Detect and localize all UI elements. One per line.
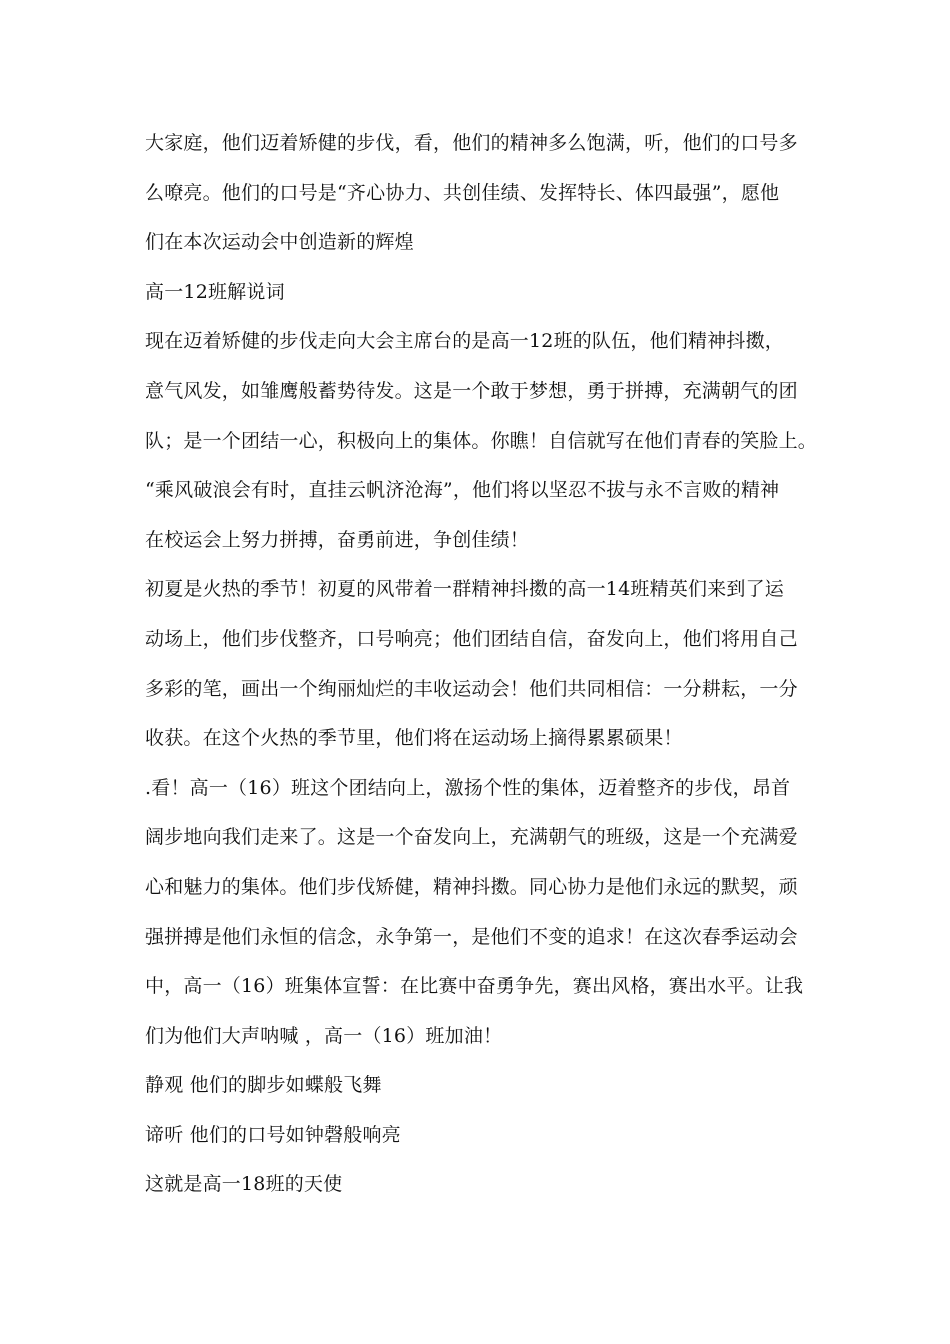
text-line: .看！高一（16）班这个团结向上，激扬个性的集体，迈着整齐的步伐，昂首	[145, 776, 791, 799]
text-line: 强拼搏是他们永恒的信念，永争第一，是他们不变的追求！在这次春季运动会	[145, 925, 798, 948]
text-line: 们为他们大声呐喊 ，高一（16）班加油！	[145, 1024, 503, 1047]
section-heading: 高一12班解说词	[145, 280, 285, 303]
text-line: 谛听 他们的口号如钟磬般响亮	[145, 1123, 401, 1146]
text-line: 阔步地向我们走来了。这是一个奋发向上，充满朝气的班级，这是一个充满爱	[145, 826, 798, 849]
text-line: 中，高一（16）班集体宣誓：在比赛中奋勇争先，赛出风格，赛出水平。让我	[145, 975, 804, 998]
text-line: 收获。在这个火热的季节里，他们将在运动场上摘得累累硕果！	[145, 727, 683, 750]
text-line: 大家庭，他们迈着矫健的步伐，看，他们的精神多么饱满，听，他们的口号多	[145, 132, 798, 154]
text-line: 意气风发，如雏鹰般蓄势待发。这是一个敢于梦想，勇于拼搏，充满朝气的团	[145, 379, 798, 402]
text-line: 队；是一个团结一心，积极向上的集体。你瞧！自信就写在他们青春的笑脸上。	[145, 429, 818, 452]
text-line: 静观 他们的脚步如蝶般飞舞	[145, 1074, 382, 1097]
text-line: 初夏是火热的季节！初夏的风带着一群精神抖擞的高一14班精英们来到了运	[145, 578, 784, 601]
text-line: 么嘹亮。他们的口号是“齐心协力、共创佳绩、发挥特长、体四最强”，愿他	[145, 181, 780, 204]
text-line: 这就是高一18班的天使	[145, 1173, 343, 1196]
text-line: 多彩的笔，画出一个绚丽灿烂的丰收运动会！他们共同相信：一分耕耘，一分	[145, 677, 798, 700]
text-line: 心和魅力的集体。他们步伐矫健，精神抖擞。同心协力是他们永远的默契，顽	[145, 875, 798, 898]
text-line: 动场上，他们步伐整齐，口号响亮；他们团结自信，奋发向上，他们将用自己	[145, 627, 798, 650]
text-line: 们在本次运动会中创造新的辉煌	[145, 231, 414, 254]
document-body	[145, 119, 825, 1210]
text-line: 在校运会上努力拼搏，奋勇前进，争创佳绩！	[145, 528, 530, 551]
text-line: “乘风破浪会有时，直挂云帆济沧海”，他们将以坚忍不拔与永不言败的精神	[145, 479, 780, 502]
text-line: 现在迈着矫健的步伐走向大会主席台的是高一12班的队伍，他们精神抖擞，	[145, 330, 784, 353]
